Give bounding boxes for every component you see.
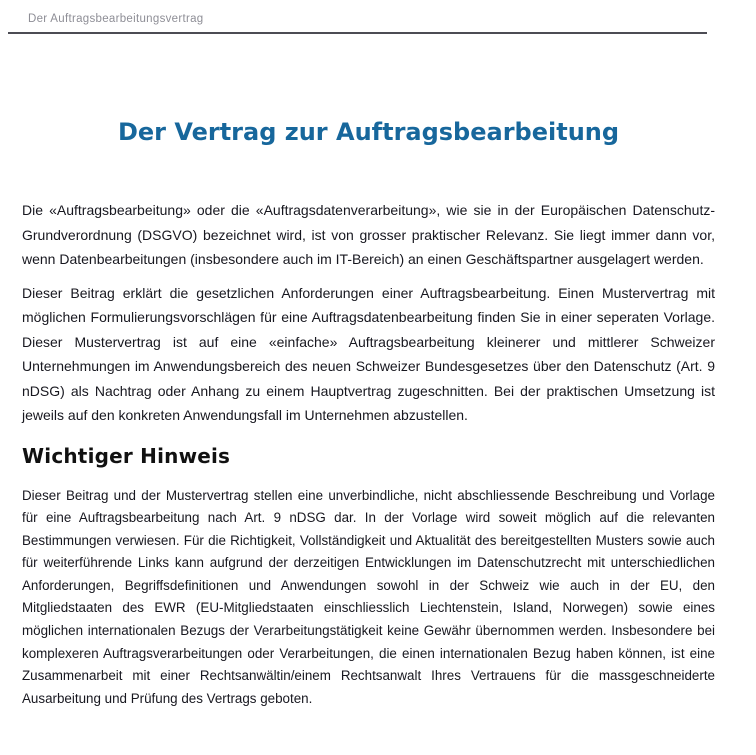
- article-content: [22, 118, 715, 710]
- intro-paragraph-2: Dieser Beitrag erklärt die gesetzlichen Anforderungen einer Auftragsbearbeitung. Einen Mustervertrag mit möglichen Formulierungsvorschlägen für eine Auftragsdatenbearbeitung finden Sie in einer seperaten Vorlage. Dieser Mustervertrag ist auf eine «einfache» Auftragsbearbeitung kleinerer und mittlerer Schweizer Unternehmungen im Anwendungsbereich des neuen Schweizer Bundesgesetzes über den Datenschutz (Art. 9 nDSG) als Nachtrag oder Anhang zu einem Hauptvertrag zugeschnitten. Bei der praktischen Umsetzung ist jeweils auf den konkreten Anwendungsfall im Unternehmen abzustellen.: [22, 284, 715, 423]
- section-heading-wichtiger-hinweis: Wichtiger Hinweis: [22, 443, 231, 468]
- page-title: Der Vertrag zur Auftragsbearbeitung: [117, 118, 620, 146]
- print-header: [0, 0, 756, 27]
- intro-paragraph-1: Die «Auftragsbearbeitung» oder die «Auftragsdatenverarbeitung», wie sie in der Europäischen Datenschutz-Grundverordnung (DSGVO) bezeichnet wird, ist von grosser praktischer Relevanz. Sie liegt immer dann vor, wenn Datenbearbeitungen (insbesondere auch im IT-Bereich) an einen Geschäftspartner ausgelagert werden.: [22, 202, 715, 267]
- notice-paragraph: Dieser Beitrag und der Mustervertrag stellen eine unverbindliche, nicht abschliessende Beschreibung und Vorlage für eine Auftragsbearbeitung nach Art. 9 nDSG dar. In der Vorlage wird soweit möglich auf die relevanten Bestimmungen verwiesen. Für die Richtigkeit, Vollständigkeit und Aktualität des bereitgestellten Musters sowie auch für weiterführende Links kann aufgrund der derzeitigen Entwicklungen im Datenschutzrecht mit unterschiedlichen Anforderungen, Begriffsdefinitionen und Anwendungen sowohl in der Schweiz wie auch in der EU, den Mitgliedstaaten des EWR (EU-Mitgliedstaaten einschliesslich Liechtenstein, Island, Norwegen) sowie eines möglichen internationalen Bezugs der Verarbeitungstätigkeit keine Gewähr übernommen werden. Insbesondere bei komplexeren Auftragsverarbeitungen oder Verarbeitungen, die einen internationalen Bezug haben können, ist eine Zusammenarbeit mit einer Rechtsanwältin/einem Rechtsanwalt Ihres Vertrauens für die massgeschneiderte Ausarbeitung und Prüfung des Vertrags geboten.: [22, 487, 715, 706]
- header-divider: [8, 32, 707, 34]
- print-header-title: Der Auftragsbearbeitungsvertrag: [28, 13, 204, 25]
